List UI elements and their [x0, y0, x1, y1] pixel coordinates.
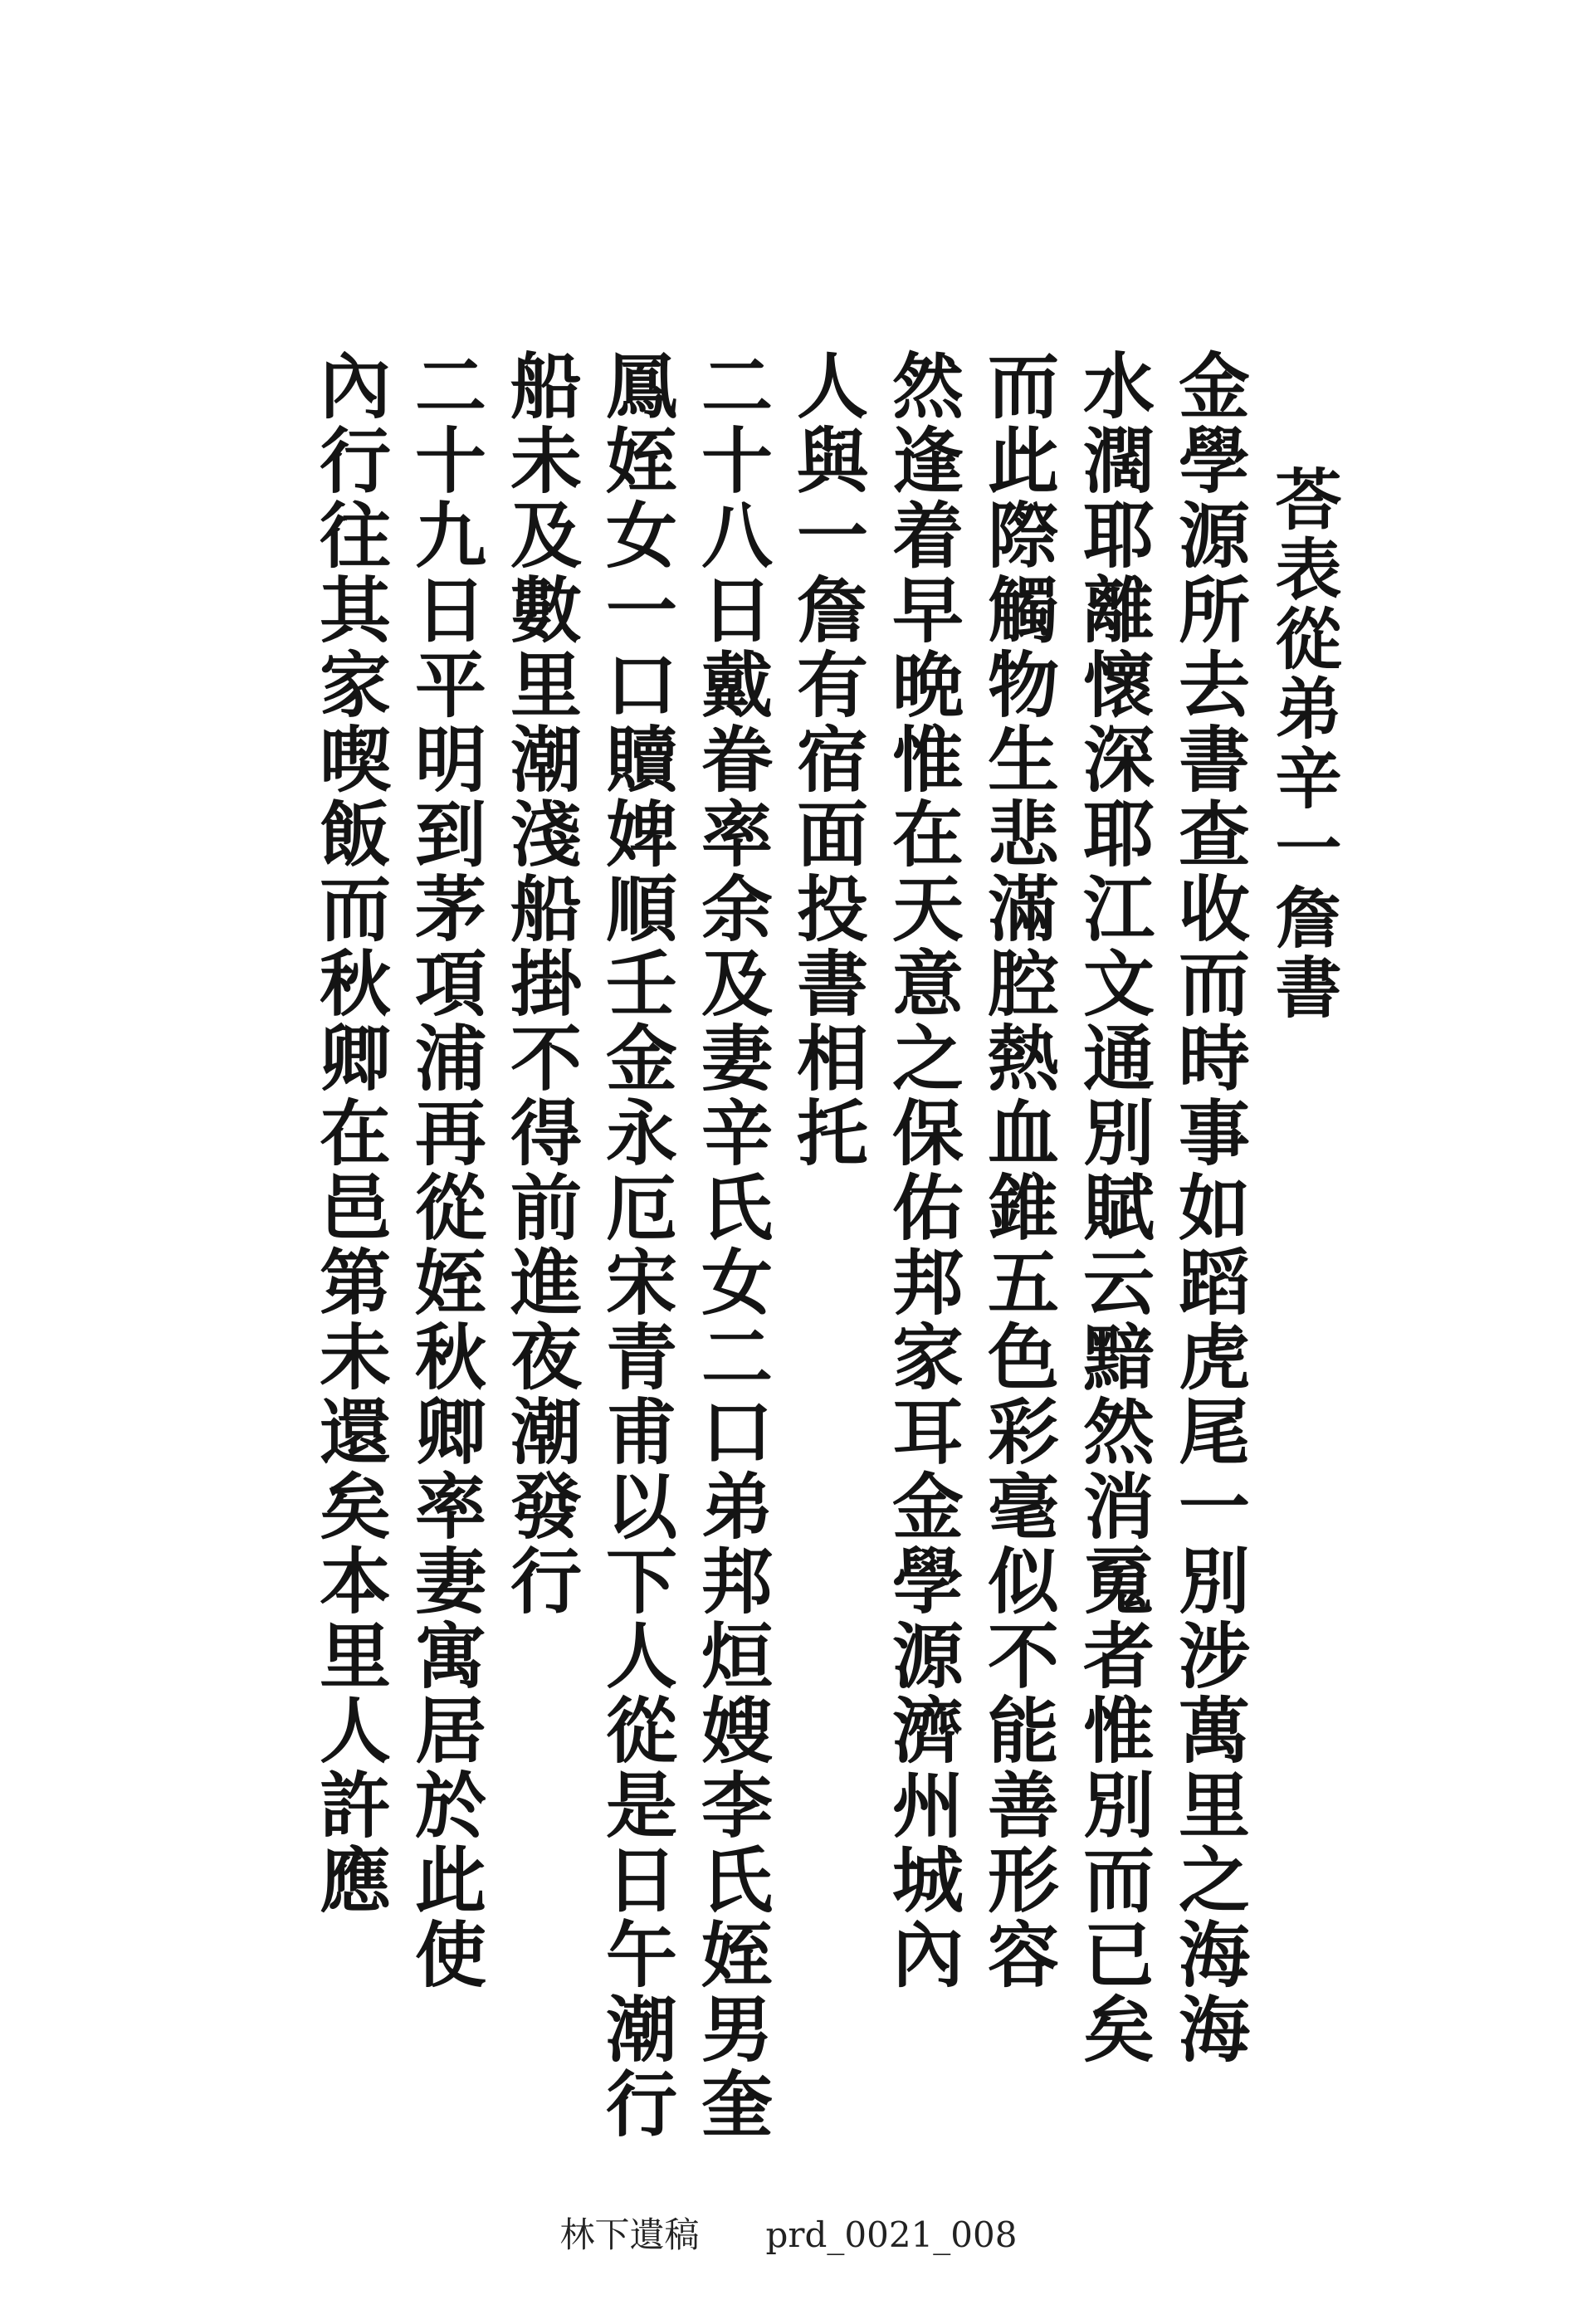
book-title: 林下遺稿	[559, 2214, 700, 2255]
letter-title-column: 荅表從弟辛一詹書	[1264, 465, 1342, 1023]
text-column-2: 水濶耶離懷深耶江文通別賦云黯然消䰟者惟別而已矣	[1071, 349, 1155, 2067]
page-code: prd_0021_008	[765, 2214, 1018, 2255]
text-column-7: 鳳姪女一口贖婢順壬金永厄宋青甫以下人從是日午潮行	[593, 349, 677, 2141]
manuscript-text	[224, 349, 1370, 2141]
text-column-4: 然逢着早晩惟在天意之保佑邦家耳金學源濟州城內	[880, 349, 964, 1992]
page-footer	[0, 2208, 1577, 2258]
text-column-1: 金學源所去書查收而時事如蹈虎尾一別涉萬里之海海	[1166, 349, 1250, 2067]
text-column-8: 船未及數里潮淺船掛不得前進夜潮發行	[498, 349, 582, 1618]
text-column-10: 內行往其家喫飯而秋卿在邑第未還矣本里人許應	[307, 349, 391, 1917]
text-column-6: 二十八日戴眷率余及妻辛氏女二口弟邦烜嫂李氏姪男奎	[689, 349, 773, 2141]
text-column-3: 而此際觸物生悲滿腔熱血錐五色彩毫似不能善形容	[975, 349, 1059, 1992]
text-column-5: 人與一詹有宿面投書相托	[784, 349, 868, 1170]
text-column-9: 二十九日平明到茅項浦再從姪秋卿率妻寓居於此使	[403, 349, 486, 1992]
